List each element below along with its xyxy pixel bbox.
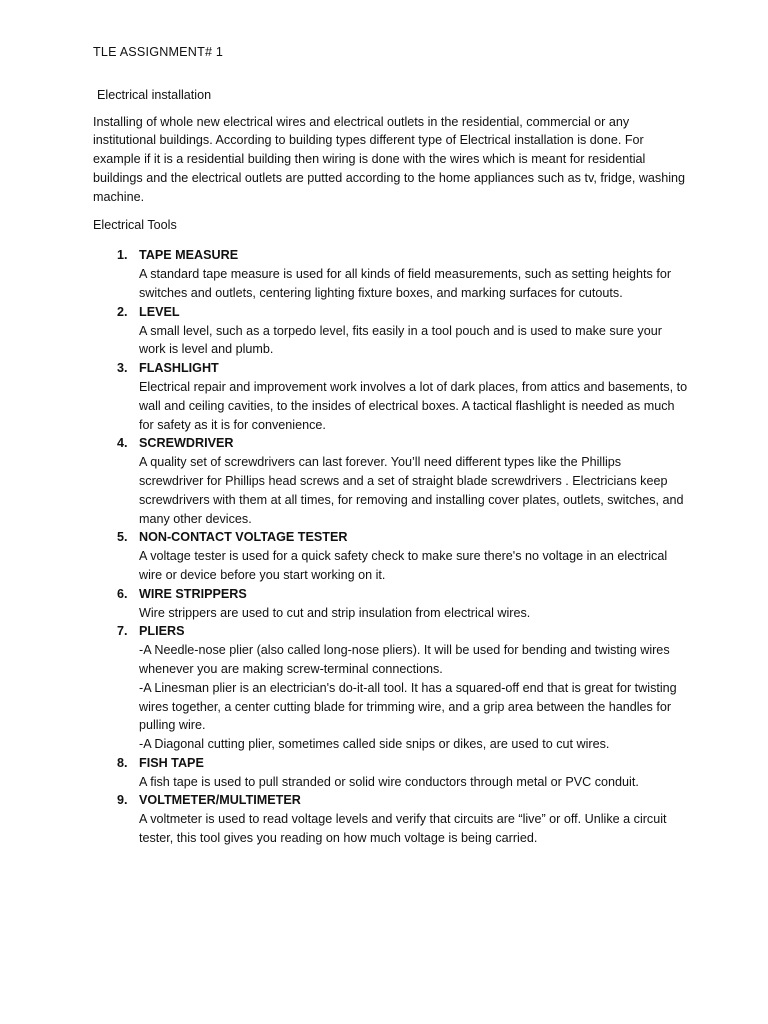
list-number: 3. [117,361,128,376]
tool-item-flashlight [93,359,688,434]
tool-name: NON-CONTACT VOLTAGE TESTER [139,530,348,545]
list-number: 2. [117,304,128,319]
tool-item-screwdriver [93,434,688,528]
tool-item-multimeter [93,791,688,847]
intro-paragraph: Installing of whole new electrical wires and electrical outlets in the residential, commercial or any institutional buildings. According to building types different type of Electrical installation is done. For example if it is a residential building then wiring is done with the wires which is meant for residential buildings and the electrical outlets are putted according to the home appliances such as tv, fridge, washing machine. [93,114,686,204]
tool-name: PLIERS [139,624,185,639]
tool-item-fish-tape [93,754,688,792]
tool-item-tape-measure [93,246,688,302]
list-number: 9. [117,793,128,808]
tool-description: Wire strippers are used to cut and strip insulation from electrical wires. [139,605,531,620]
tool-description: A fish tape is used to pull stranded or solid wire conductors through metal or PVC conduit. [139,774,639,789]
section-heading: Electrical installation [97,87,212,102]
list-number: 5. [117,530,128,545]
tool-name: FLASHLIGHT [139,361,219,376]
list-number: 6. [117,586,128,601]
tool-description: A standard tape measure is used for all kinds of field measurements, such as setting heights for switches and outlets, centering lighting fixture boxes, and marking surfaces for cutouts. [139,267,672,300]
tool-name: VOLTMETER/MULTIMETER [139,793,301,808]
tool-item-voltage-tester [93,528,688,584]
tool-description-diagonal: -A Diagonal cutting plier, sometimes called side snips or dikes, are used to cut wires. [139,737,610,752]
tool-description-linesman: -A Linesman plier is an electrician's do-it-all tool. It has a squared-off end that is great for twisting wires together, a center cutting blade for trimming wire, and a grip area between the handles for pulling wire. [139,680,677,733]
tool-description: A voltmeter is used to read voltage levels and verify that circuits are “live” or off. Unlike a circuit tester, this tool gives you reading on how much voltage is being carried. [139,812,667,846]
tool-item-pliers [93,622,688,754]
tool-description: A quality set of screwdrivers can last forever. You’ll need different types like the Phillips screwdriver for Phillips head screws and a set of straight blade screwdrivers . Electricians keep screwdrivers with them at all times, for removing and installing cover plates, outlets, switches, and many other devices. [139,455,684,526]
tool-description: A small level, such as a torpedo level, fits easily in a tool pouch and is used to make sure your work is level and plumb. [139,323,662,357]
list-number: 4. [117,436,128,451]
list-number: 7. [117,624,128,639]
tool-description: Electrical repair and improvement work involves a lot of dark places, from attics and basements, to wall and ceiling cavities, to the insides of electrical boxes. A tactical flashlight is needed as much for safety as it is for convenience. [139,379,688,432]
tool-name: WIRE STRIPPERS [139,586,247,601]
tool-name: FISH TAPE [139,755,204,770]
tools-heading: Electrical Tools [93,217,177,232]
document-title: TLE ASSIGNMENT# 1 [93,45,224,59]
tool-description: A voltage tester is used for a quick safety check to make sure there's no voltage in an electrical wire or device before you start working on it. [139,549,668,582]
tool-name: LEVEL [139,304,180,319]
tool-name: SCREWDRIVER [139,436,234,451]
tool-item-level [93,303,688,359]
tool-description-needle-nose: -A Needle-nose plier (also called long-nose pliers). It will be used for bending and twisting wires whenever you are making screw-terminal connections. [139,643,670,676]
tool-item-wire-strippers [93,585,688,623]
tool-name: TAPE MEASURE [139,248,239,263]
tools-list [93,246,688,848]
list-number: 8. [117,755,128,770]
list-number: 1. [117,248,128,263]
